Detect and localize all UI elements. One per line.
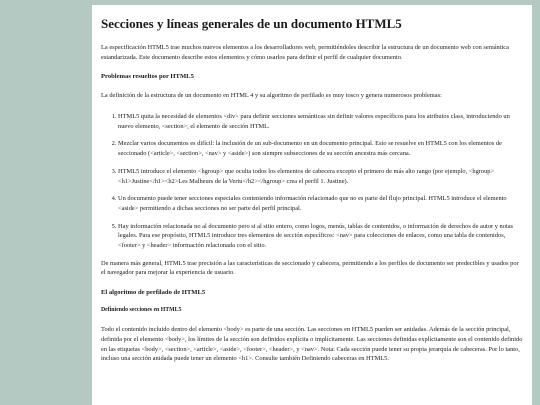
summary-paragraph: De manera más general, HTML5 trae precisión a las características de seccionado y cabecera, permitiendo a los perfiles de documento ser predecibles y usados por el navegador para mejorar la experiencia de usuario.	[101, 259, 519, 277]
list-item: 4. Un documento puede tener secciones especiales conteniendo información relacionado que no es parte del flujo principal. HTML5 introduce el elemento <aside> permitiendo a dichas secciones no ser parte del perfil principal.	[118, 194, 523, 213]
sections-paragraph: Todo el contenido incluido dentro del elemento <body> es parte de una sección. Las secciones en HTML5 pueden ser anidadas. Además de la sección principal, definida por el elemento <body>, los límites de la sección son definidos explícita o implícitamente. Las secciones definidas explícitamente son el contenido definido en las etiquetas <body>, <section>, <article>, <aside>, <footer>, <header>, y <nav>. Nota: Cada sección puede tener su propia jerarquía de cabeceras. Por lo tanto, incluso una sección anidada puede tener un elemento <h1>. Consulte también Definiendo cabeceras en HTML5.	[101, 326, 523, 363]
list-item: 2. Mezclar varios documentos es difícil: la inclusión de un sub-documento en un documento principal. Esto se resuelve en HTML5 con los elementos de seccionado (<article>, <section>, <nav> y <aside>) son siempre subsecciones de su sección ancestra más cercana.	[118, 139, 523, 158]
document-page	[92, 5, 532, 405]
problems-intro-paragraph: La definición de la estructura de un documento en HTML 4 y su algoritmo de perfilado es muy tosco y genera numerosos problemas:	[101, 92, 442, 100]
algorithm-heading: El algoritmo de perfilado de HTML5	[101, 289, 206, 297]
problems-list	[101, 112, 523, 251]
list-item: 1. HTML5 quita la necesidad de elementos <div> para definir secciones semánticas sin definir valores específicos para los atributos class, introduciendo un nuevo elemento, <section>, el elemento de sección HTML.	[118, 112, 523, 131]
problems-heading: Problemas resueltos por HTML5	[101, 73, 194, 81]
page-title: Secciones y líneas generales de un documento HTML5	[101, 16, 402, 31]
list-item: 3. HTML5 introduce el elemento <hgroup> que oculta todos los elementos de cabecera excepto el primero de más alto rango (por ejemplo, <hgroup><h1>Justine</h1><h2>Les Malheurs de la Vertu</h2></hgroup> crea el perfil 1. Justine).	[118, 167, 523, 186]
list-item: 5. Hay información relacionada no al documento pero si al sitio entero, como logos, menús, tablas de contenidos, o información de derechos de autor y notas legales. Para ese propósito, HTML5 introduce tres elementos de sección específicos: <nav> para colecciones de enlaces, como una tabla de contenidos, <footer> y <header> información relacionada con el sitio.	[118, 222, 523, 251]
intro-paragraph: La especificación HTML5 trae muchos nuevos elementos a los desarrolladores web, permitiéndoles describir la estructura de un documento web con semántica estandarizada. Este documento describe estos elementos y cómo usarlos para definir el perfil de cualquier documento.	[101, 43, 509, 61]
sections-heading: Definiendo secciones en HTML5	[101, 307, 182, 314]
